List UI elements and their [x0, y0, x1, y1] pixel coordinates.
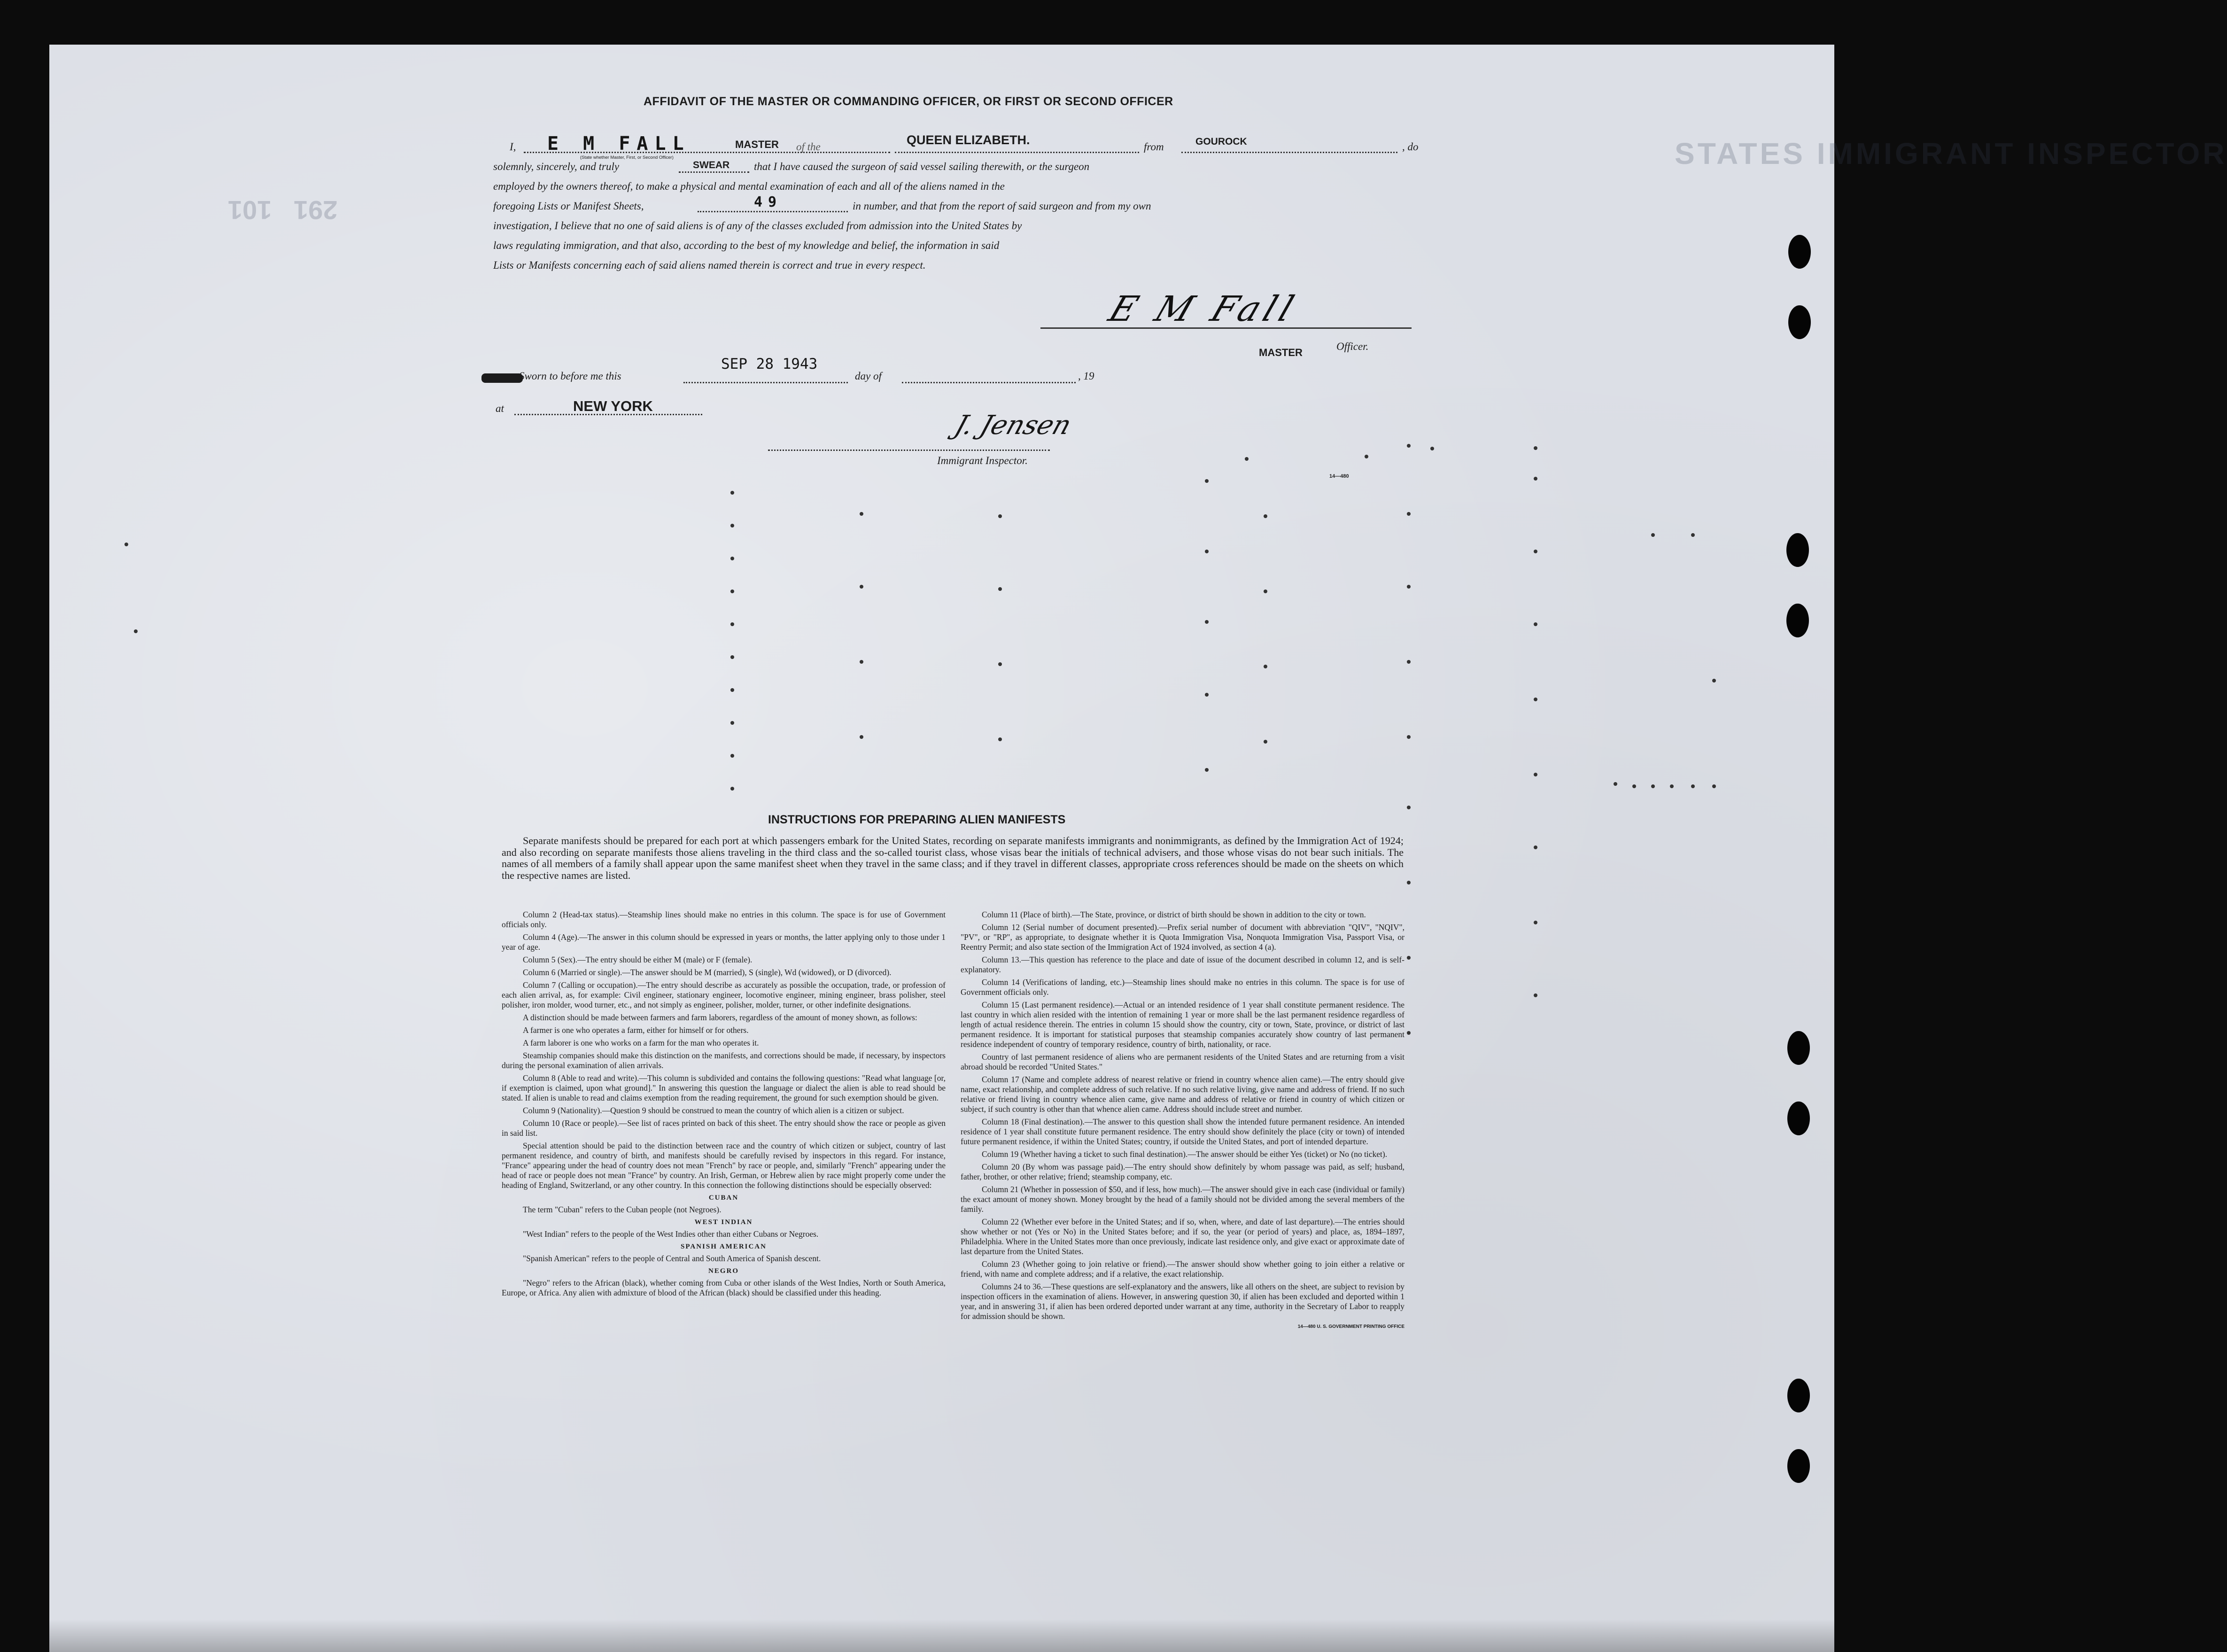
instructions-title: INSTRUCTIONS FOR PREPARING ALIEN MANIFESTS: [768, 813, 1066, 826]
column-8-note: Column 8 (Able to read and write).—This column is subdivided and contains the following questions: "Read what language [or, if exemption is claimed, upon what ground]." In answering this question the language or dialect the alien is able to read should be stated. If alien is unable to read and claims exemption from the reading requirement, the ground for such exemption should be given.: [502, 1073, 946, 1102]
column-19-note: Column 19 (Whether having a ticket to such final destination).—The answer should be either Yes (ticket) or No (no ticket).: [982, 1149, 1388, 1159]
affidavit-line2a: solemnly, sincerely, and truly: [493, 161, 620, 172]
punch-hole: [1786, 533, 1809, 567]
at-label: at: [496, 403, 504, 414]
date-stamp: SEP 28 1943: [721, 356, 818, 372]
column-14-note: Column 14 (Verifications of landing, etc.)—Steamship lines should make no entries in this column. The space is for use of Government officials only.: [961, 977, 1404, 997]
affidavit-prefix: I,: [510, 141, 516, 153]
affidavit-line7: Lists or Manifests concerning each of said aliens named therein is correct and true in every respect.: [493, 259, 926, 271]
officer-label: Officer.: [1336, 341, 1369, 352]
west-indian-heading: WEST INDIAN: [694, 1218, 753, 1226]
cuban-text: The term "Cuban" refers to the Cuban people (not Negroes).: [523, 1205, 722, 1214]
bleed-through-numbers: 291 101: [228, 195, 338, 225]
punch-hole: [1787, 1031, 1810, 1065]
farmer-definition: A farmer is one who operates a farm, either for himself or for others.: [523, 1025, 749, 1035]
affidavit-line4b: in number, and that from the report of said surgeon and from my own: [853, 200, 1151, 212]
instructions-intro: Separate manifests should be prepared for each port at which passengers embark for the United States, recording on separate manifests immigrants and nonimmigrants, as defined by the Immigration Act of 1924; and also recording on separate manifests those aliens traveling in the third class and the so-called tourist class, whose visas bear the initials of technical advisers, and those whose visas do not bear such initials. The names of all members of a family shall appear upon the same manifest sheet when they travel in the same class; and if they travel in different classes, appropriate cross references should be made on the sheets on which the respective names are listed.: [502, 835, 1404, 881]
manifest-sheet: [49, 45, 2227, 1652]
sworn-text: Sworn to before me this: [519, 370, 621, 382]
spanish-american-heading: SPANISH AMERICAN: [681, 1243, 767, 1250]
instructions-left-column: [502, 910, 946, 1301]
farm-laborer-definition: A farm laborer is one who works on a farm for the man who operates it.: [523, 1038, 759, 1047]
column-21-note: Column 21 (Whether in possession of $50, and if less, how much).—The answer should give in each case (individual or family) the exact amount of money shown. Money brought by the head of a family should not be divided among the several members of the family.: [961, 1185, 1404, 1214]
negro-heading: NEGRO: [708, 1267, 739, 1275]
inspector-label: Immigrant Inspector.: [937, 455, 1028, 466]
ship-prefix: of the: [796, 141, 821, 153]
oath-word: SWEAR: [693, 160, 730, 171]
from-port: GOUROCK: [1195, 136, 1247, 147]
column-11-note: Column 11 (Place of birth).—The State, province, or district of birth should be shown in addition to the city or town.: [982, 910, 1366, 919]
affidavit-line4a: foregoing Lists or Manifest Sheets,: [493, 200, 644, 212]
farmer-distinction-note: A distinction should be made between farmers and farm laborers, regardless of the amount of money shown, as follows:: [523, 1013, 917, 1022]
column-23-note: Column 23 (Whether going to join relative or friend).—The answer should show whether going to join either a relative or friend, with name and complete address; and if a relative, the exact relationship.: [961, 1259, 1404, 1279]
instructions-right-column: [961, 910, 1404, 1329]
bleed-through-header: STATES IMMIGRANT INSPECTOR: [1675, 137, 2227, 171]
affidavit-line3: employed by the owners thereof, to make a physical and mental examination of each and all of the aliens named in the: [493, 180, 1005, 192]
master-name: E M FALL: [547, 133, 691, 155]
do-label: , do: [1402, 141, 1419, 153]
column-6-note: Column 6 (Married or single).—The answer should be M (married), S (single), Wd (widowed), or D (divorced).: [523, 968, 892, 977]
column-18-note: Column 18 (Final destination).—The answer to this question shall show the intended future permanent residence. An intended residence of 1 year shall constitute future permanent residence. The entry should show definitely the place (city or town) of intended future permanent residence, if within the United States; country, if outside the United States, and port of intended departure.: [961, 1117, 1404, 1146]
punch-hole: [1786, 604, 1809, 637]
steamship-distinction-note: Steamship companies should make this distinction on the manifests, and corrections should be made, if necessary, by inspectors during the personal examination of alien arrivals.: [502, 1051, 946, 1070]
officer-signature: E M Fall: [1103, 289, 1304, 329]
us-residence-note: Country of last permanent residence of aliens who are permanent residents of the United States and are returning from a visit abroad should be recorded "United States.": [961, 1052, 1404, 1071]
ship-name: QUEEN ELIZABETH.: [907, 133, 1030, 147]
race-country-note: Special attention should be paid to the distinction between race and the country of which citizen or subject, country of last permanent residence, and country of birth, and manifests should be carefully revised by inspectors in this regard. For instance, "France" appearing under the head of country does not mean "French" by race or people, and, similarly "French" appearing under the head of race or people does not mean "France" by country. An Irish, German, or Hebrew alien by race might properly come under the heading of England, Switzerland, or any other country. In this connection the following distinctions should be especially observed:: [502, 1141, 946, 1190]
affidavit-line5: investigation, I believe that no one of said aliens is of any of the classes excluded from admission into the United States by: [493, 220, 1022, 232]
column-13-note: Column 13.—This question has reference to the place and date of issue of the document described in column 12, and is self-explanatory.: [961, 955, 1404, 974]
column-10-note: Column 10 (Race or people).—See list of races printed on back of this sheet. The entry should show the race or people as given in said list.: [502, 1118, 946, 1138]
affidavit-line6: laws regulating immigration, and that also, according to the best of my knowledge and belief, the information in said: [493, 240, 1000, 251]
rank-note: (State whether Master, First, or Second Officer): [580, 155, 674, 160]
column-17-note: Column 17 (Name and complete address of nearest relative or friend in country whence alien came).—The entry should give name, exact relationship, and complete address of such relative. If no such relative living, give name and address of friend. If no such relative or friend living in country whence alien came, give name and address of relative or friend in country of which citizen or subject, if such country is other than that whence alien came. Address should include street and number.: [961, 1075, 1404, 1114]
column-20-note: Column 20 (By whom was passage paid).—The entry should show definitely by whom passage was paid, as self; husband, father, brother, or other relative; friend; steamship company, etc.: [961, 1162, 1404, 1181]
negro-text: "Negro" refers to the African (black), whether coming from Cuba or other islands of the West Indies, North or South America, Europe, or Africa. Any alien with admixture of blood of the African (black) should be classified under this heading.: [502, 1278, 946, 1297]
rank-stamp: MASTER: [735, 139, 779, 150]
cuban-heading: CUBAN: [708, 1194, 739, 1202]
columns-24-36-note: Columns 24 to 36.—These questions are self-explanatory and the answers, like all others on the sheet, are subject to revision by inspection officers in the examination of aliens. However, in answering question 30, if alien has been excluded and deported within 1 year, and in answering 31, if alien has been ordered deported under warrant at any time, authority in the Secretary of Labor to reapply for admission should be shown.: [961, 1282, 1404, 1321]
place: NEW YORK: [573, 398, 653, 414]
column-12-note: Column 12 (Serial number of document presented).—Prefix serial number of document with abbreviation "QIV", "NQIV", "PV", or "RP", as appropriate, to designate whether it is Quota Immigration Visa, Nonquota Immigration Visa, Passport Visa, or Reentry Permit; and also state section of the Immigration Act of 1924 involved, as section 4 (a).: [961, 923, 1404, 952]
from-label: from: [1144, 141, 1164, 153]
spanish-american-text: "Spanish American" refers to the people of Central and South America of Spanish descent.: [523, 1254, 821, 1263]
affidavit-line2b: that I have caused the surgeon of said vessel sailing therewith, or the surgeon: [754, 161, 1090, 172]
column-15-note: Column 15 (Last permanent residence).—Actual or an intended residence of 1 year shall constitute permanent residence. The last country in which alien resided with the intention of remaining 1 year or more shall be the last permanent residence regardless of length of actual residence therein. The entries in column 15 should show the country, city or town, State, province, or district of last permanent residence. It is important for statistical purposes that steamship companies accurately show country of last permanent residence independent of country of temporary residence, country of birth, nationality, or race.: [961, 1000, 1404, 1049]
column-4-note: Column 4 (Age).—The answer in this column should be expressed in years or months, the latter applying only to those under 1 year of age.: [502, 932, 946, 952]
column-5-note: Column 5 (Sex).—The entry should be either M (male) or F (female).: [523, 955, 753, 964]
column-22-note: Column 22 (Whether ever before in the United States; and if so, when, where, and date of last departure).—The entries should show whether or not (Yes or No) in the United States before; and if so, the year (or period of years) and place, as, 1894–1897, Philadelphia. Where in the United States more than once previously, indicate last residence only, and give exact or approximate date of last departure from the United States.: [961, 1217, 1404, 1256]
column-2-note: Column 2 (Head-tax status).—Steamship lines should make no entries in this column. The space is for use of Government officials only.: [502, 910, 946, 929]
printing-office-footer: 14—480 U. S. GOVERNMENT PRINTING OFFICE: [1297, 1324, 1404, 1329]
punch-hole: [1788, 235, 1811, 269]
day-of-label: day of: [855, 370, 882, 382]
punch-hole: [1787, 1101, 1810, 1135]
punch-hole: [1787, 1379, 1810, 1412]
punch-hole: [1788, 305, 1811, 339]
year-prefix: , 19: [1078, 370, 1094, 382]
inspector-signature: J. Jensen: [951, 410, 1075, 441]
officer-stamp: MASTER: [1259, 347, 1303, 358]
column-9-note: Column 9 (Nationality).—Question 9 should be construed to mean the country of which alien is a citizen or subject.: [523, 1106, 904, 1115]
west-indian-text: "West Indian" refers to the people of the West Indies other than either Cubans or Negroes.: [523, 1229, 819, 1239]
form-number: 14—480: [1329, 473, 1349, 479]
column-7-note: Column 7 (Calling or occupation).—The entry should describe as accurately as possible the occupation, trade, or profession of each alien arrival, as, for example: Civil engineer, stationary engineer, locomotive engineer, mining engineer, brass polisher, steel polisher, iron molder, wood turner, etc., and not simply as engineer, polisher, molder, turner, or other indefinite designations.: [502, 980, 946, 1009]
sheet-count: 49: [754, 194, 783, 210]
punch-hole: [1787, 1449, 1810, 1483]
affidavit-title: AFFIDAVIT OF THE MASTER OR COMMANDING OFFICER, OR FIRST OR SECOND OFFICER: [644, 95, 1173, 108]
